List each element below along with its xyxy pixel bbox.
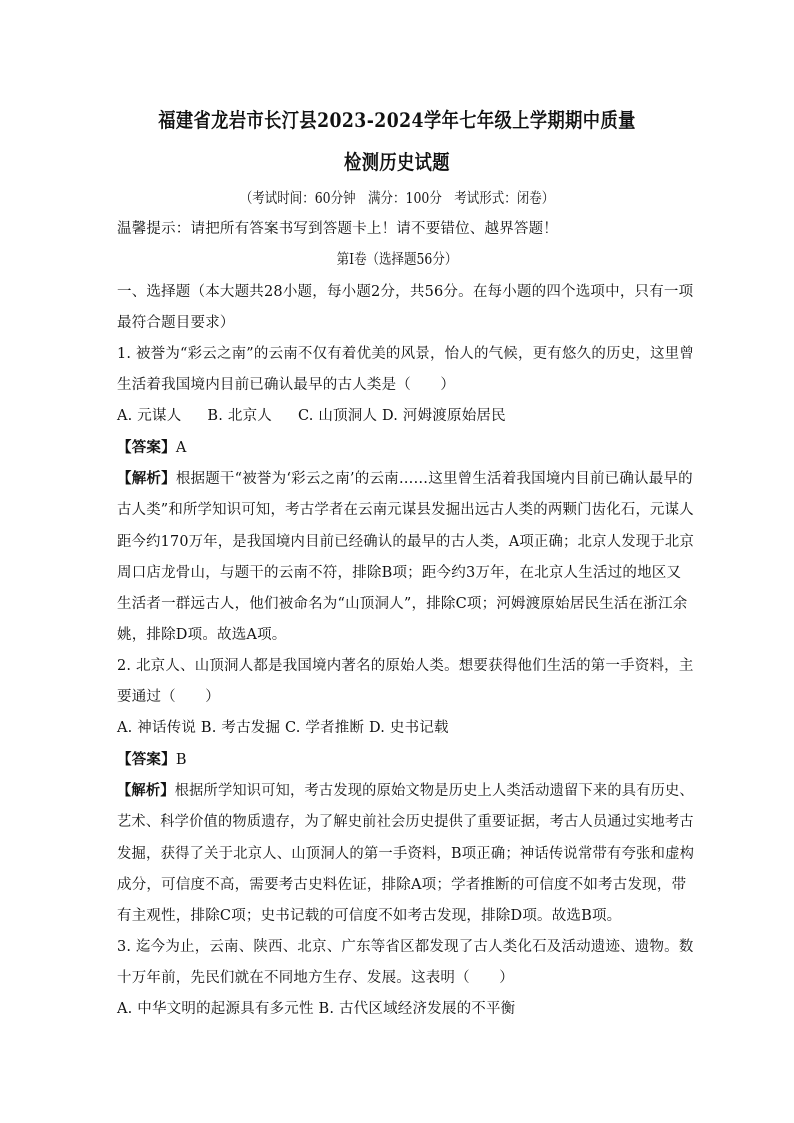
q1-analysis-line-1 xyxy=(117,467,693,488)
q1-answer-label: 【答案】 xyxy=(117,439,176,456)
q3-options: A. 中华文明的起源具有多元性 B. 古代区域经济发展的不平衡 xyxy=(117,1001,516,1017)
q2-analysis-line-5: 有主观性，排除C项；史书记载的可信度不如考古发现，排除D项。故选B项。 xyxy=(117,908,622,924)
volume-heading: 第Ⅰ卷（选择题56分） xyxy=(336,252,458,268)
q2-answer-value: B xyxy=(175,752,187,768)
q2-analysis-line-1 xyxy=(117,779,694,800)
q2-analysis-line-4: 成分，可信度不高，需要考古史料佐证，排除A项；学者推断的可信度不如考古发现，带 xyxy=(117,877,687,893)
q2-stem-line-2: 要通过（ ） xyxy=(117,689,220,705)
q2-analysis-line-3: 发掘，获得了关于北京人、山顶洞人的第一手资料，B项正确；神话传说常带有夸张和虚构 xyxy=(117,846,695,862)
q2-answer-label: 【答案】 xyxy=(117,751,176,768)
q2-analysis-label: 【解析】 xyxy=(117,782,175,799)
title-line-2: 检测历史试题 xyxy=(344,150,450,174)
q1-stem-line-2: 生活着我国境内目前已确认最早的古人类是（ ） xyxy=(117,377,456,393)
q2-stem-line-1: 2. 北京人、山顶洞人都是我国境内著名的原始人类。想要获得他们生活的第一手资料，主 xyxy=(117,658,694,674)
q1-option-b: B. 北京人 xyxy=(207,408,272,424)
title-line-1: 福建省龙岩市长汀县2023-2024学年七年级上学期期中质量 xyxy=(158,108,636,132)
q1-option-a: A. 元谋人 xyxy=(117,408,182,424)
q2-options: A. 神话传说 B. 考古发掘 C. 学者推断 D. 史书记载 xyxy=(117,720,449,736)
q2-answer xyxy=(117,748,187,769)
q1-analysis-line-3: 距今约170万年，是我国境内目前已经确认的最早的古人类，A项正确；北京人发现于北京 xyxy=(117,534,695,550)
q3-stem-line-2: 十万年前，先民们就在不同地方生存、发展。这表明（ ） xyxy=(117,970,514,986)
q2-analysis-line-2: 艺术、科学价值的物质遗存，为了解史前社会历史提供了重要证据，考古人员通过实地考古 xyxy=(117,814,694,830)
exam-info: （考试时间：60分钟 满分：100分 考试形式：闭卷） xyxy=(239,191,555,207)
q1-option-d: D. 河姆渡原始居民 xyxy=(381,408,506,424)
section-heading-line-1: 一、选择题（本大题共28小题，每小题2分，共56分。在每小题的四个选项中，只有一项 xyxy=(117,284,694,300)
q1-answer xyxy=(117,436,186,457)
q1-stem-line-1: 1. 被誉为“彩云之南”的云南不仅有着优美的风景，怡人的气候，更有悠久的历史，这里曾 xyxy=(117,346,695,362)
q1-options xyxy=(117,404,506,425)
q1-analysis-text-1: 根据题干“被誉为‘彩云之南’的云南……这里曾生活着我国境内目前已确认最早的 xyxy=(175,471,693,487)
q1-option-c: C. 山顶洞人 xyxy=(297,408,378,424)
q1-answer-value: A xyxy=(175,440,187,456)
section-heading-line-2: 最符合题目要求） xyxy=(117,315,235,331)
q1-analysis-line-5: 生活者一群远古人，他们被命名为“山顶洞人”，排除C项；河姆渡原始居民生活在浙江余 xyxy=(117,596,688,612)
q2-analysis-text-1: 根据所学知识可知，考古发现的原始文物是历史上人类活动遗留下来的具有历史、 xyxy=(174,783,694,799)
q1-analysis-line-6: 姚，排除D项。故选A项。 xyxy=(117,627,287,643)
tip: 温馨提示：请把所有答案书写到答题卡上！请不要错位、越界答题！ xyxy=(117,221,558,237)
q1-analysis-label: 【解析】 xyxy=(117,470,176,487)
q1-analysis-line-4: 周口店龙骨山，与题干的云南不符，排除B项；距今约3万年，在北京人生活过的地区又 xyxy=(117,565,682,581)
q3-stem-line-1: 3. 迄今为止，云南、陕西、北京、广东等省区都发现了古人类化石及活动遗迹、遗物。数 xyxy=(117,939,694,955)
q1-analysis-line-2: 古人类”和所学知识可知，考古学者在云南元谋县发掘出远古人类的两颗门齿化石，元谋人 xyxy=(117,502,694,518)
